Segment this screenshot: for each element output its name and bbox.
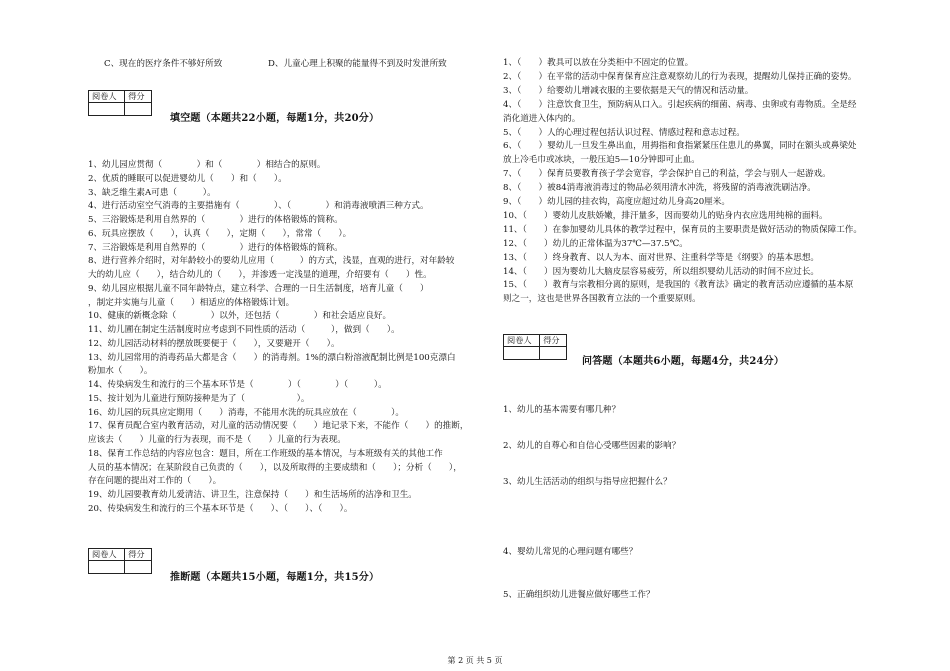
list-item: 16、幼儿园的玩具应定期用（ ）消毒，不能用水洗的玩具应放在（ ）。 — [88, 408, 405, 418]
list-item: ，制定并实施与儿童（ ）相适应的体格锻炼计划。 — [88, 298, 295, 308]
list-item: 8、（ ）被84消毒液消毒过的物品必须用清水冲洗，将残留的消毒液洗刷洁净。 — [503, 183, 816, 193]
list-item: 4、婴幼儿常见的心理问题有哪些？ — [503, 547, 638, 557]
list-item: 5、正确组织幼儿进餐应做好哪些工作？ — [503, 590, 655, 600]
list-item: 6、（ ）婴幼儿一旦发生鼻出血，用拇指和食指紧紧压住患儿的鼻翼，同时在额头或鼻梁处 — [503, 141, 857, 151]
list-item: 放上冷毛巾或冰块，一般压迫5—10分钟即可止血。 — [503, 155, 700, 165]
list-item: 4、进行活动室空气消毒的主要措施有（ ）、（ ）和消毒液喷洒三种方式。 — [88, 201, 429, 211]
score-table-score: 得分 — [125, 549, 152, 561]
list-item: 13、（ ）终身教育、以人为本、面对世界、注重科学等是《纲要》的基本思想。 — [503, 253, 820, 263]
list-item: 11、（ ）在参加婴幼儿具体的教学过程中，保育员的主要职责是做好活动的物质保障工作。 — [503, 225, 862, 235]
option-d: D、儿童心理上积聚的能量得不到及时发泄所致 — [268, 59, 447, 69]
list-item: 12、（ ）幼儿的正常体温为37℃—37.5℃。 — [503, 239, 688, 249]
list-item: 10、（ ）婴幼儿皮肤娇嫩，排汗量多，因而要幼儿的贴身内衣应选用纯棉的面料。 — [503, 211, 828, 221]
list-item: 4、（ ）注意饮食卫生，预防病从口入。引起疾病的细菌、病毒、虫卵或有毒物质。全是经 — [503, 100, 857, 110]
list-item: 1、（ ）教具可以放在分类柜中不固定的位置。 — [503, 58, 694, 68]
list-item: 3、（ ）给婴幼儿增减衣服的主要依据是天气的情况和活动量。 — [503, 86, 754, 96]
score-table-score: 得分 — [540, 335, 567, 347]
list-item: 9、（ ）幼儿园的挂衣钩，高度应超过幼儿身高20厘米。 — [503, 197, 730, 207]
list-item: 10、健康的新概念除（ ）以外，还包括（ ）和社会适应良好。 — [88, 311, 392, 321]
score-table-fill — [88, 90, 152, 116]
list-item: 14、传染病发生和流行的三个基本环节是（ ）（ ）（ ）。 — [88, 380, 387, 390]
score-table-qa — [503, 334, 567, 360]
list-item: 12、幼儿园活动材料的摆放既要便于（ ），又要避开（ ）。 — [88, 339, 340, 349]
list-item: 18、保育工作总结的内容应包含：题目，所在工作班级的基本情况，与本班级有关的其他工作 — [88, 449, 443, 459]
page-footer: 第 2 页 共 5 页 — [447, 656, 503, 665]
score-table-reviewer: 阅卷人 — [504, 335, 540, 347]
list-item: 13、幼儿园常用的消毒药品大都是含（ ）的消毒剂。1%的漂白粉溶液配制比例是100克漂白 — [88, 353, 456, 363]
score-table-score: 得分 — [125, 91, 152, 103]
list-item: 15、按计划为儿童进行预防接种是为了（ ）。 — [88, 394, 310, 404]
list-item: 9、幼儿园应根据儿童不同年龄特点，建立科学、合理的一日生活制度，培育儿童（ ） — [88, 284, 429, 294]
score-table-reviewer: 阅卷人 — [89, 91, 125, 103]
list-item: 2、幼儿的自尊心和自信心受哪些因素的影响？ — [503, 441, 681, 451]
list-item: 11、幼儿圃在制定生活制度时应考虑到不同性质的活动（ ），做到（ ）。 — [88, 325, 400, 335]
list-item: 5、三浴锻炼是利用自然界的（ ）进行的体格锻炼的简称。 — [88, 215, 343, 225]
list-item: 2、（ ）在平常的活动中保育保育应注意观察幼儿的行为表现，提醒幼儿保持正确的姿势。 — [503, 72, 857, 82]
list-item: 5、（ ）人的心理过程包括认识过程、情感过程和意志过程。 — [503, 128, 745, 138]
list-item: 17、保育员配合室内教育活动，对儿童的活动情况要（ ）地记录下来，不能作（ ）的推断， — [88, 421, 469, 431]
list-item: 8、进行营养介绍时，对年龄较小的要幼儿应用（ ）的方式，浅显，直观的进行，对年龄较 — [88, 256, 455, 266]
judge-title: 推断题（本题共15小题，每题1分，共15分） — [170, 572, 380, 583]
list-item: 3、幼儿生活活动的组织与指导应把握什么？ — [503, 477, 672, 487]
list-item: 粉加水（ ）。 — [88, 366, 153, 376]
score-table-judge — [88, 548, 152, 574]
option-c: C、现在的医疗条件不够好所致 — [104, 59, 223, 69]
list-item: 人员的基本情况；在某阶段自己负责的（ ），以及所取得的主要成绩和（ ）；分析（ ）， — [88, 463, 462, 473]
list-item: 1、幼儿的基本需要有哪几种？ — [503, 405, 621, 415]
qa-title: 问答题（本题共6小题，每题4分，共24分） — [582, 356, 785, 367]
list-item: 7、（ ）保育员要教育孩子学会宽容，学会保护自己的利益，学会与别人一起游戏。 — [503, 169, 831, 179]
list-item: 应该去（ ）儿童的行为表现，而不是（ ）儿童的行为表现。 — [88, 435, 346, 445]
list-item: 大的幼儿应（ ），结合幼儿的（ ），并渗透一定浅显的道理，介绍要有（ ）性。 — [88, 270, 432, 280]
list-item: 20、传染病发生和流行的三个基本环节是（ ）、（ ）、（ ）。 — [88, 504, 353, 514]
list-item: 1、幼儿园应贯彻（ ）和（ ）相结合的原则。 — [88, 160, 326, 170]
list-item: 15、（ ）教育与宗教相分离的原则，是我国的《教育法》确定的教育活动应遵循的基本原 — [503, 280, 854, 290]
list-item: 则之一，这也是世界各国教育立法的一个重要原则。 — [503, 294, 701, 304]
fill-blank-title: 填空题（本题共22小题，每题1分，共20分） — [170, 113, 380, 124]
list-item: 存在问题的提出对工作的（ ）。 — [88, 476, 222, 486]
list-item: 2、优质的睡眠可以促进婴幼儿（ ）和（ ）。 — [88, 174, 287, 184]
list-item: 3、缺乏维生素A可患（ ）。 — [88, 188, 216, 198]
list-item: 7、三浴锻炼是利用自然界的（ ）进行的体格锻炼的简称。 — [88, 243, 343, 253]
score-table-reviewer: 阅卷人 — [89, 549, 125, 561]
list-item: 消化道进入体内的。 — [503, 114, 581, 124]
list-item: 19、幼儿园要教育幼儿爱清洁、讲卫生，注意保持（ ）和生活场所的洁净和卫生。 — [88, 490, 417, 500]
list-item: 6、玩具应摆放（ ），认真（ ），定期（ ），常常（ ）。 — [88, 229, 352, 239]
list-item: 14、（ ）因为婴幼儿大脑皮层容易疲劳，所以组织婴幼儿活动的时间不应过长。 — [503, 267, 820, 277]
